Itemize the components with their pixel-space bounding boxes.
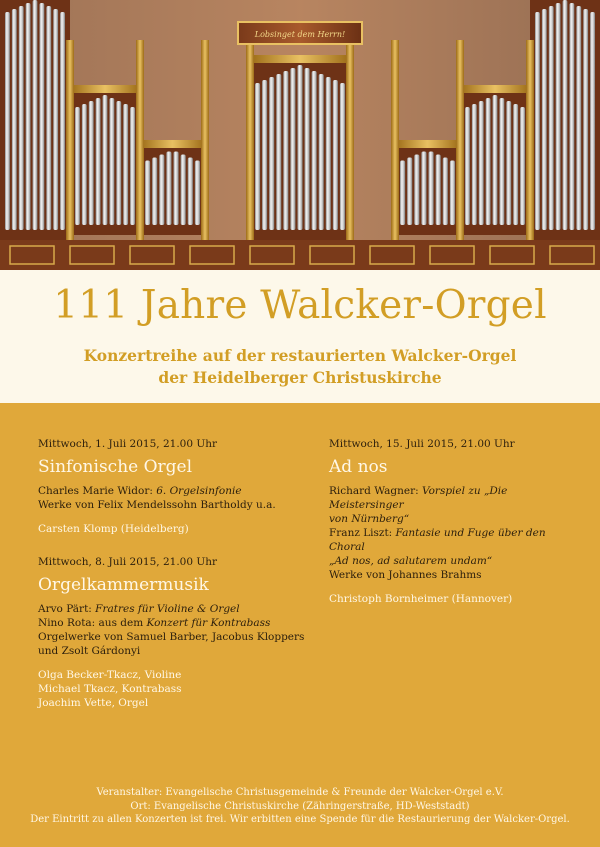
program-line: Werke von Johannes Brahms	[329, 569, 482, 581]
footer-location: Ort: Evangelische Christuskirche (Zähringerstraße, HD-Weststadt)	[130, 800, 470, 812]
concert-1	[38, 437, 298, 536]
performer: Olga Becker-Tkacz, Violine	[38, 669, 182, 681]
footer	[0, 786, 600, 827]
performer: Carsten Klomp (Heidelberg)	[38, 523, 189, 535]
program-line: Orgelwerke von Samuel Barber, Jacobus Kloppers	[38, 631, 305, 643]
concert-date: Mittwoch, 15. Juli 2015, 21.00 Uhr	[329, 438, 515, 450]
performer: Michael Tkacz, Kontrabass	[38, 683, 182, 695]
program-line: Richard Wagner: Vorspiel zu „Die Meistersinger	[329, 485, 508, 511]
program-line: Werke von Felix Mendelssohn Bartholdy u.a.	[38, 499, 276, 511]
organ-illustration	[0, 0, 600, 270]
page-subtitle	[0, 345, 600, 389]
program-line: Arvo Pärt: Fratres für Violine & Orgel	[38, 603, 240, 615]
concert-3	[329, 437, 579, 606]
concert-date: Mittwoch, 1. Juli 2015, 21.00 Uhr	[38, 438, 217, 450]
footer-organizer: Veranstalter: Evangelische Christusgemeinde & Freunde der Walcker-Orgel e.V.	[96, 787, 504, 798]
organ-photo	[0, 0, 600, 270]
concert-2	[38, 555, 308, 710]
concert-title: Sinfonische Orgel	[38, 457, 193, 477]
performer: Joachim Vette, Orgel	[38, 697, 149, 709]
performer: Christoph Bornheimer (Hannover)	[329, 593, 513, 605]
organ-inscription: Lobsinget dem Herrn!	[254, 30, 346, 39]
concert-title: Ad nos	[329, 457, 388, 477]
program-line: von Nürnberg“	[329, 513, 410, 525]
subtitle-line-1: Konzertreihe auf der restaurierten Walcker-Orgel	[83, 346, 517, 365]
program-line: Franz Liszt: Fantasie und Fuge über den Choral	[329, 527, 546, 553]
footer-admission: Der Eintritt zu allen Konzerten ist frei. Wir erbitten eine Spende für die Restaurierung der Walcker-Orgel.	[30, 814, 570, 825]
page-title: 111 Jahre Walcker-Orgel	[53, 283, 547, 328]
program-line: Charles Marie Widor: 6. Orgelsinfonie	[38, 485, 242, 497]
program-line: und Zsolt Gárdonyi	[38, 645, 141, 657]
program-line: „Ad nos, ad salutarem undam“	[329, 555, 493, 567]
subtitle-line-2: der Heidelberger Christuskirche	[158, 368, 442, 387]
concert-title: Orgelkammermusik	[38, 575, 209, 595]
program-line: Nino Rota: aus dem Konzert für Kontrabass	[38, 617, 271, 629]
organ-base	[0, 240, 600, 270]
concert-date: Mittwoch, 8. Juli 2015, 21.00 Uhr	[38, 556, 217, 568]
